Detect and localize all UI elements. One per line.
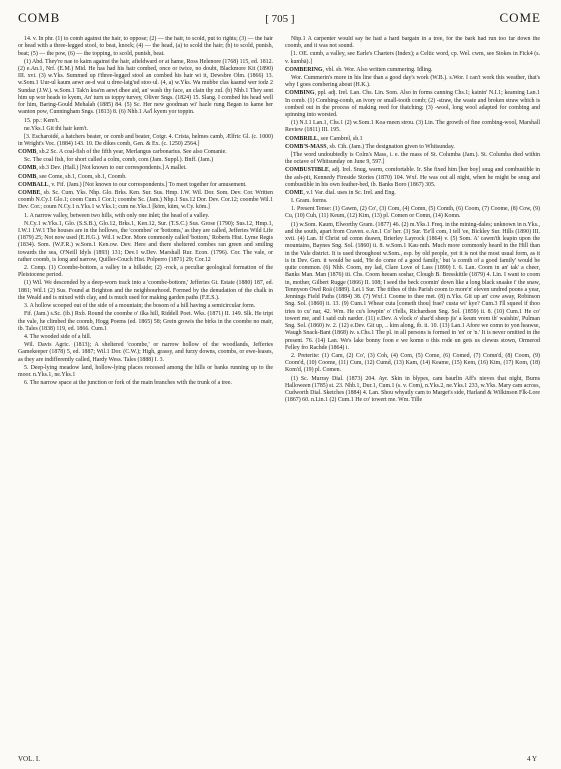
left-column <box>18 36 273 762</box>
entry-paragraph: I. Gram. forms. <box>291 198 328 205</box>
entry-paragraph: COMBE, sb. Sc. Cum. Yks. Nhp. Glo. Brks. Ken. Sur. Sus. Hmp. I.W. Wil. Dor. Som. Dev. Cor. Written coomb N.Cy.1 Glo.1; coom Cum.1 Cor.1; coombe Sc. (Jam.) Nhp.1 Sus.12 Dor. Dev. Cor.12; coombe Wil.1 Dev. Cor.; coum N.Cy.1 n.Yks.1 w.Yks.1; cum ne.Yks.1 [kōm, kūm, w.Cy. kōm.] <box>18 189 273 211</box>
headword: COMBING <box>285 90 315 97</box>
headword: COME <box>285 189 304 196</box>
headword: COMBRILL <box>285 135 318 142</box>
entry-paragraph: 6. The narrow space at the junction or fork of the main branches with the trunk of a tree. <box>24 380 232 387</box>
entry-paragraph: 1. A narrow valley, between two hills, with only one inlet; the head of a valley. <box>24 212 210 219</box>
entry-paragraph: 2. Comp. (1) Coombe-bottom, a valley in a hillside; (2) -rock, a peculiar geological formation of the Pleistocene period. <box>18 265 273 279</box>
entry-paragraph: COME, v.1 Var. dial. uses in Sc. Irel. and Eng. <box>285 189 396 196</box>
entry-paragraph: 15. pp.: Kem't. <box>24 117 59 124</box>
entry-paragraph: (1) N.I.1 Lan.1, Chs.1 (2) w.Som.1 Koa·meen strou. (3) Lin. The growth of fine combing-wool, Marshall Review (1811) III. 195. <box>285 120 540 134</box>
volume-label: VOL. I. <box>18 755 40 763</box>
headword: COMBALL <box>18 181 49 188</box>
page-footer <box>18 755 537 763</box>
entry-paragraph: ne.Yks.1 Git thi hair kem't. <box>24 125 89 132</box>
entry-paragraph: 3. A hollow scooped out of the side of a mountain; the bosom of a hill having a semicircular form. <box>24 303 256 310</box>
entry-paragraph: COMBALL, v. Fif. (Jam.) [Not known to our correspondents.] To meet together for amusement. <box>18 181 247 188</box>
entry-paragraph: Wil. Davis Agric. (1813); A sheltered 'coombe,' or narrow hollow of the woodlands, Jefferies Gamekeeper (1878) 5, ed. 1887; Wil.1 Dor. (C.W.); High, grassy, and furzy downs, coombs, or ewe-leases, as they are indifferently called, Hardy Wess. Tales (1888) I. 3. <box>18 342 273 363</box>
entry-paragraph: COMB, sb.2 Sc. A coal-fish of the fifth year, Merlangus carbonarius. See also Comanie. <box>18 149 227 156</box>
headword: COMBE <box>18 189 41 196</box>
entry-paragraph: Fif. (Jam.) s.Sc. (ib.) Rxb. Round the coombe o' ilka hill, Riddell Poet. Wks. (1871) II. 149. Slk. He tript the vale, he climbed the coomb, Hogg Poems (ed. 1865) 58; Grein growis the birks in the coombe no mair, ib. Tales (1838) 119, ed. 1866. Cum.1 <box>18 311 273 332</box>
page-number: [ 705 ] <box>265 13 295 25</box>
entry-paragraph: COMB, sb.3 Dev. (Hall.) [Not known to our correspondents.] A mallet. <box>18 165 187 172</box>
entry-paragraph: (1) Abd. They're nae to kaim against the hair, afieldward or at hame, Ross Helenore (1768) 115, ed. 1812. (2) e.An.1, Nrf. (E.M.) Mid. He has had his hair combed, once or twice, no doubt, Blackmore Kit (1890) III. xvi. (3) w.Yks. Summed up t'three-legged stool an combed his hair wi it, Dewsbre Olm. (1866) 13. w.Som.1 Uur-ul kaum aewr ae-d wai u dree-laig'ud stoo·ul. (4, a) w.Yks. Wa mubbe clas kaamd wer iodz 2 Sundaz (J.W.). w.Som.1 Tak'n koa'm aewt dhee aid, an' wash thy face, an clain thy zul. (b) Nhb.1 They sent him up wor heads to kyem, An' turn us toppy turvey, Oliver Sngs. (1824) 15. Slang. I combed his head well for him, Baring-Gould Mehalah (1885) 84. (5) Sc. Her new goodman wi' hazle rung Began to kame her wanton pow, Cunningham Sngs. (1813) 8. (6) Nhb.1 Aa'l kyem yor toppin. <box>18 58 273 116</box>
entry-paragraph: (1) Wil. We descended by a deep-worn track into a 'coombe-bottom,' Jefferies Gt. Estate (1880) 187, ed. 1881; Wil.1 (2) Sus. Found at Brighton and the neighbourhood. Formed by the denudation of the chalk in the Weald and is mixed with clay, and is much used for making garden paths (F.E.S.). <box>18 280 273 301</box>
entry-paragraph: COMBUSTIBLE, adj. Irel. Snug, warm, comfortable. Ir. She fixed him [her boy] snug and combustible in the ash-pit, Kennedy Fireside Stories (1870) 104. Wxf. He was out all night, when he might be snug and combustible in his own feather-bed, ib. Banks Boro (1867) 305. <box>285 167 540 188</box>
headword: COMB <box>18 149 37 156</box>
entry-paragraph: 2. Preterite: (1) Cam, (2) Co', (3) Coh, (4) Com, (5) Come, (6) Comed, (7) Comn'd, (8) Coom, (9) Coom'd, (10) Coome, (11) Cum, (12) Cumd, (13) Kam, (14) Keame, (15) Kem, (16) Kim, (17) Kom, (18) Kom'd, (19) pl. Comen. <box>285 352 540 374</box>
entry-paragraph: 4. The wooded side of a hill. <box>24 333 92 340</box>
entry-paragraph: Nhp.1 A carpenter would say he had a hard bargain in a tree, for the bark had run too far down the coomb, and it was not sound. <box>285 36 540 50</box>
entry-paragraph: [1. OE. cumb, a valley, see Earle's Charters (Index); a Celtic word, cp. Wel. cwm, see Stokes in Fick4 (s. v. kumbā).] <box>285 51 540 65</box>
entry-paragraph: COMBERING, vbl. sb. Wor. Also written cummering. Idling. <box>285 66 433 73</box>
entry-paragraph: 1. Present Tense: (1) Cawm, (2) Co', (3) Com, (4) Comn, (5) Comth, (6) Coom, (7) Coome, (8) Cow, (9) Cu, (10) Cuh, (11) Keum, (12) Kim, (13) pl. Comen or Comn, (14) Komn. <box>285 206 540 220</box>
entry-paragraph: COMBING, ppl. adj. Irel. Lan. Chs. Lin. Som. Also in forms canning Chs.1; kainin' N.I.1; keaming Lan.1 In comb. (1) Combing-comb, an ivory or small-tooth comb; (2) -straw, the waste and broken straw which is combed out in the process of making reed for thatching; (3) -wool, long wool adapted for combing and spinning into worsted. <box>285 90 540 119</box>
running-header <box>18 10 541 32</box>
right-column <box>285 36 540 762</box>
entry-paragraph: (1) Sc. Murray Dial. (1873) 204. Ayr. Skin in blypes, cam baurlin Aff's nieves that night, Burns Halloween (1785) st. 23. Nhb.1, Dur.1, Cum.1 (s. v. Com), n.Yks.2, ne.Yks.1 233, w.Yks. Mary cam across, Cudworth Dial. Sketches (1884) 4. Lan. Shou whyatly cam to Marget's side, Harland & Wilkinson Flk-Lore (1867) 60. n.Lin.1 (2) Cum.1 He co' towert me. Wm. Tille <box>285 375 540 404</box>
entry-paragraph: N.Cy.1 w.Yks.1, Glo. (S.S.B.), Glo.12, Brks.1, Ken.12, Sur. (T.S.C.) Sus. Grose (1790); Sus.12, Hmp.1, I.W.1 I.W.1 The houses are in the hollows, the 'coombes' or 'bottoms,' as they are called, Jefferies Wild Life (1879) 25; Not now used (E.H.G.). Wil.1 w.Dor. More commonly called 'bottom,' Roberts Hist. Lyme Regis (1834). Som. (W.F.R.) w.Som.1 Ken.ow. Dev. Here and there sheltered combes ran green and smiling towards the sea, O'Neill Idyls (1893) 131; Dev.1 w.Dev. Marshall Rur. Econ. (1796). Cor. The vale, or rather coomb, is long and narrow, Quiller-Couch Hist. Polperro (1871) 29; Cor.12 <box>18 220 273 263</box>
signature-mark: 4 Y <box>526 755 537 763</box>
text-columns <box>18 36 541 762</box>
entry-paragraph: [3. Escharoidé, a hatchers beater, or comb and beater, Cotgr. 4. Crista, helmes camb, Ælfric Gl. (c. 1000) in Wright's Voc. (1884) 143. 10. De dikes comb, Gen. & Ex. (c. 1250) 2564.] <box>18 133 273 148</box>
entry-paragraph: COMB'S-MASS, sb. Cth. (Jam.) The designation given to Whitsunday. <box>285 143 455 150</box>
entry-paragraph: (1) w.Som. Kaum, Elworthy Gram. (1877) 46. (2) m.Yks.1 Freq. in the mining-dales; unknown in n.Yks., and the south, apart from Craven. e.An.1 Co' her. (3) Sur. 'Ee'll com, I tell 'ee, Bickley Sur. Hills (1890) III. xvii. (4) Lan. If Christ ud comn deawn, Brierley Layrock (1864) v. (5) Som. A' cawm'th leapin upon the mountains, Baynes Sng. Sol. (1860) ii. 8. w.Som.1 Kau·mth. Much more commonly heard in the Hill than in the Vale district. It is used throughout w.Som., esp. by old people, yet it is not the most usual form, as it is in Dev. Gen. it would be said, 'He do come of a good family,' but 'a comth of a good family' would be quite common. (6) Nhb. Coom, my lad, Clare Love of Lass (1890) I. 6. Lan. Coom in an' tak' a cheer, Banks Man. Man (1876) iii. Chs. Coom heeam soshar, Clough B. Bresskittle (1879) 4. Lin. I want to coom in, mother, Gilbert Rugge (1866) II. 108; I seed the beck coomin' down like a long black snaake i' the snaw, Tennyson Owd Roä (1889). Lei.1 Sur. The tithes of this Parish coom to more'n' eleven undred poons a year, Jennings Field Paths (1884) 38. (7) Wxf.1 Coome to thee met. (8) n.Yks. Git up an' cow away, Robinson Sng. Sol. (1860) ii. 13. (9) Cum.1 Whear cuta [cometh thou] frae? custa wi' kye? Cum.3 I'll squeel if thoo tries to cu' nar, 42. Wm. He cu's lowpin' o' t'fells, Richardson Sng. Sol. (1859) ii. 8. (10) Cum.1 He co' towert me, and I said cuh narder. (11) e.Dev. A vlock o' shar'd sheep jis' a keum vrem th' waishin', Pulman Sng. Sol. (1860) iv. 2. (12) e.Dev. Git up, .. kim along, ib. ii. 10. (13) Lan.1 Afore we comn to yon heawse, Waugh Snack-Bant (1868) iv. s.Chs.1 The pl. in all persons is formed in 'en' or 'n.' It is never omitted in the present. 76. (14) Lan. We's lake bonny foon e we komn o this rode un gets us clewus stown, Ormerod Felley fro Rachde (1864) i. <box>285 221 540 351</box>
header-right-word: COME <box>499 10 541 25</box>
headword: COMB <box>18 165 37 172</box>
headword: COMB'S-MASS <box>285 143 327 150</box>
entry-paragraph: 14. v. In phr. (1) to comb against the hair, to oppose; (2) — the hair, to scold, put to rights; (3) — the hair or head with a three-legged stool, to beat, knock; (4) — the head, (a) to scold the hair; (b) to scold, punish, beat; (5) — the pow, (6) — the topping, to scold, punish, beat. <box>18 36 273 57</box>
entry-paragraph: Wor. Cummerin's more in his line than a good day's work (W.B.). s.Wor. I can't work this weather, that's why I goes combering about (H.K.). <box>285 74 540 89</box>
entry-paragraph: COMBRILL, see Cambrel, sb.1 <box>285 135 363 142</box>
entry-paragraph: COMB, see Come, sb.1, Coom, sb.1, Coomb. <box>18 173 127 180</box>
headword: COMB <box>18 173 37 180</box>
headword: COMBUSTIBLE <box>285 167 329 174</box>
entry-paragraph: Sc. The coal fish, for short called a colm, comb, com (Jam. Suppl.). Bnff. (Jam.) <box>24 157 214 164</box>
entry-paragraph: [The word undoubtedly is Colm's Mass, i. e. the mass of St. Columba (Jam.). St. Columba died within the octave of Whitsunday on June 9, 597.] <box>285 151 540 166</box>
entry-paragraph: 5. Deep-lying meadow land, hollow-lying places recessed among the hills or banks running up to the moor. n.Yks.1, ne.Yks.1 <box>18 364 273 378</box>
headword: COMBERING <box>285 66 323 73</box>
header-left-word: COMB <box>18 10 61 25</box>
